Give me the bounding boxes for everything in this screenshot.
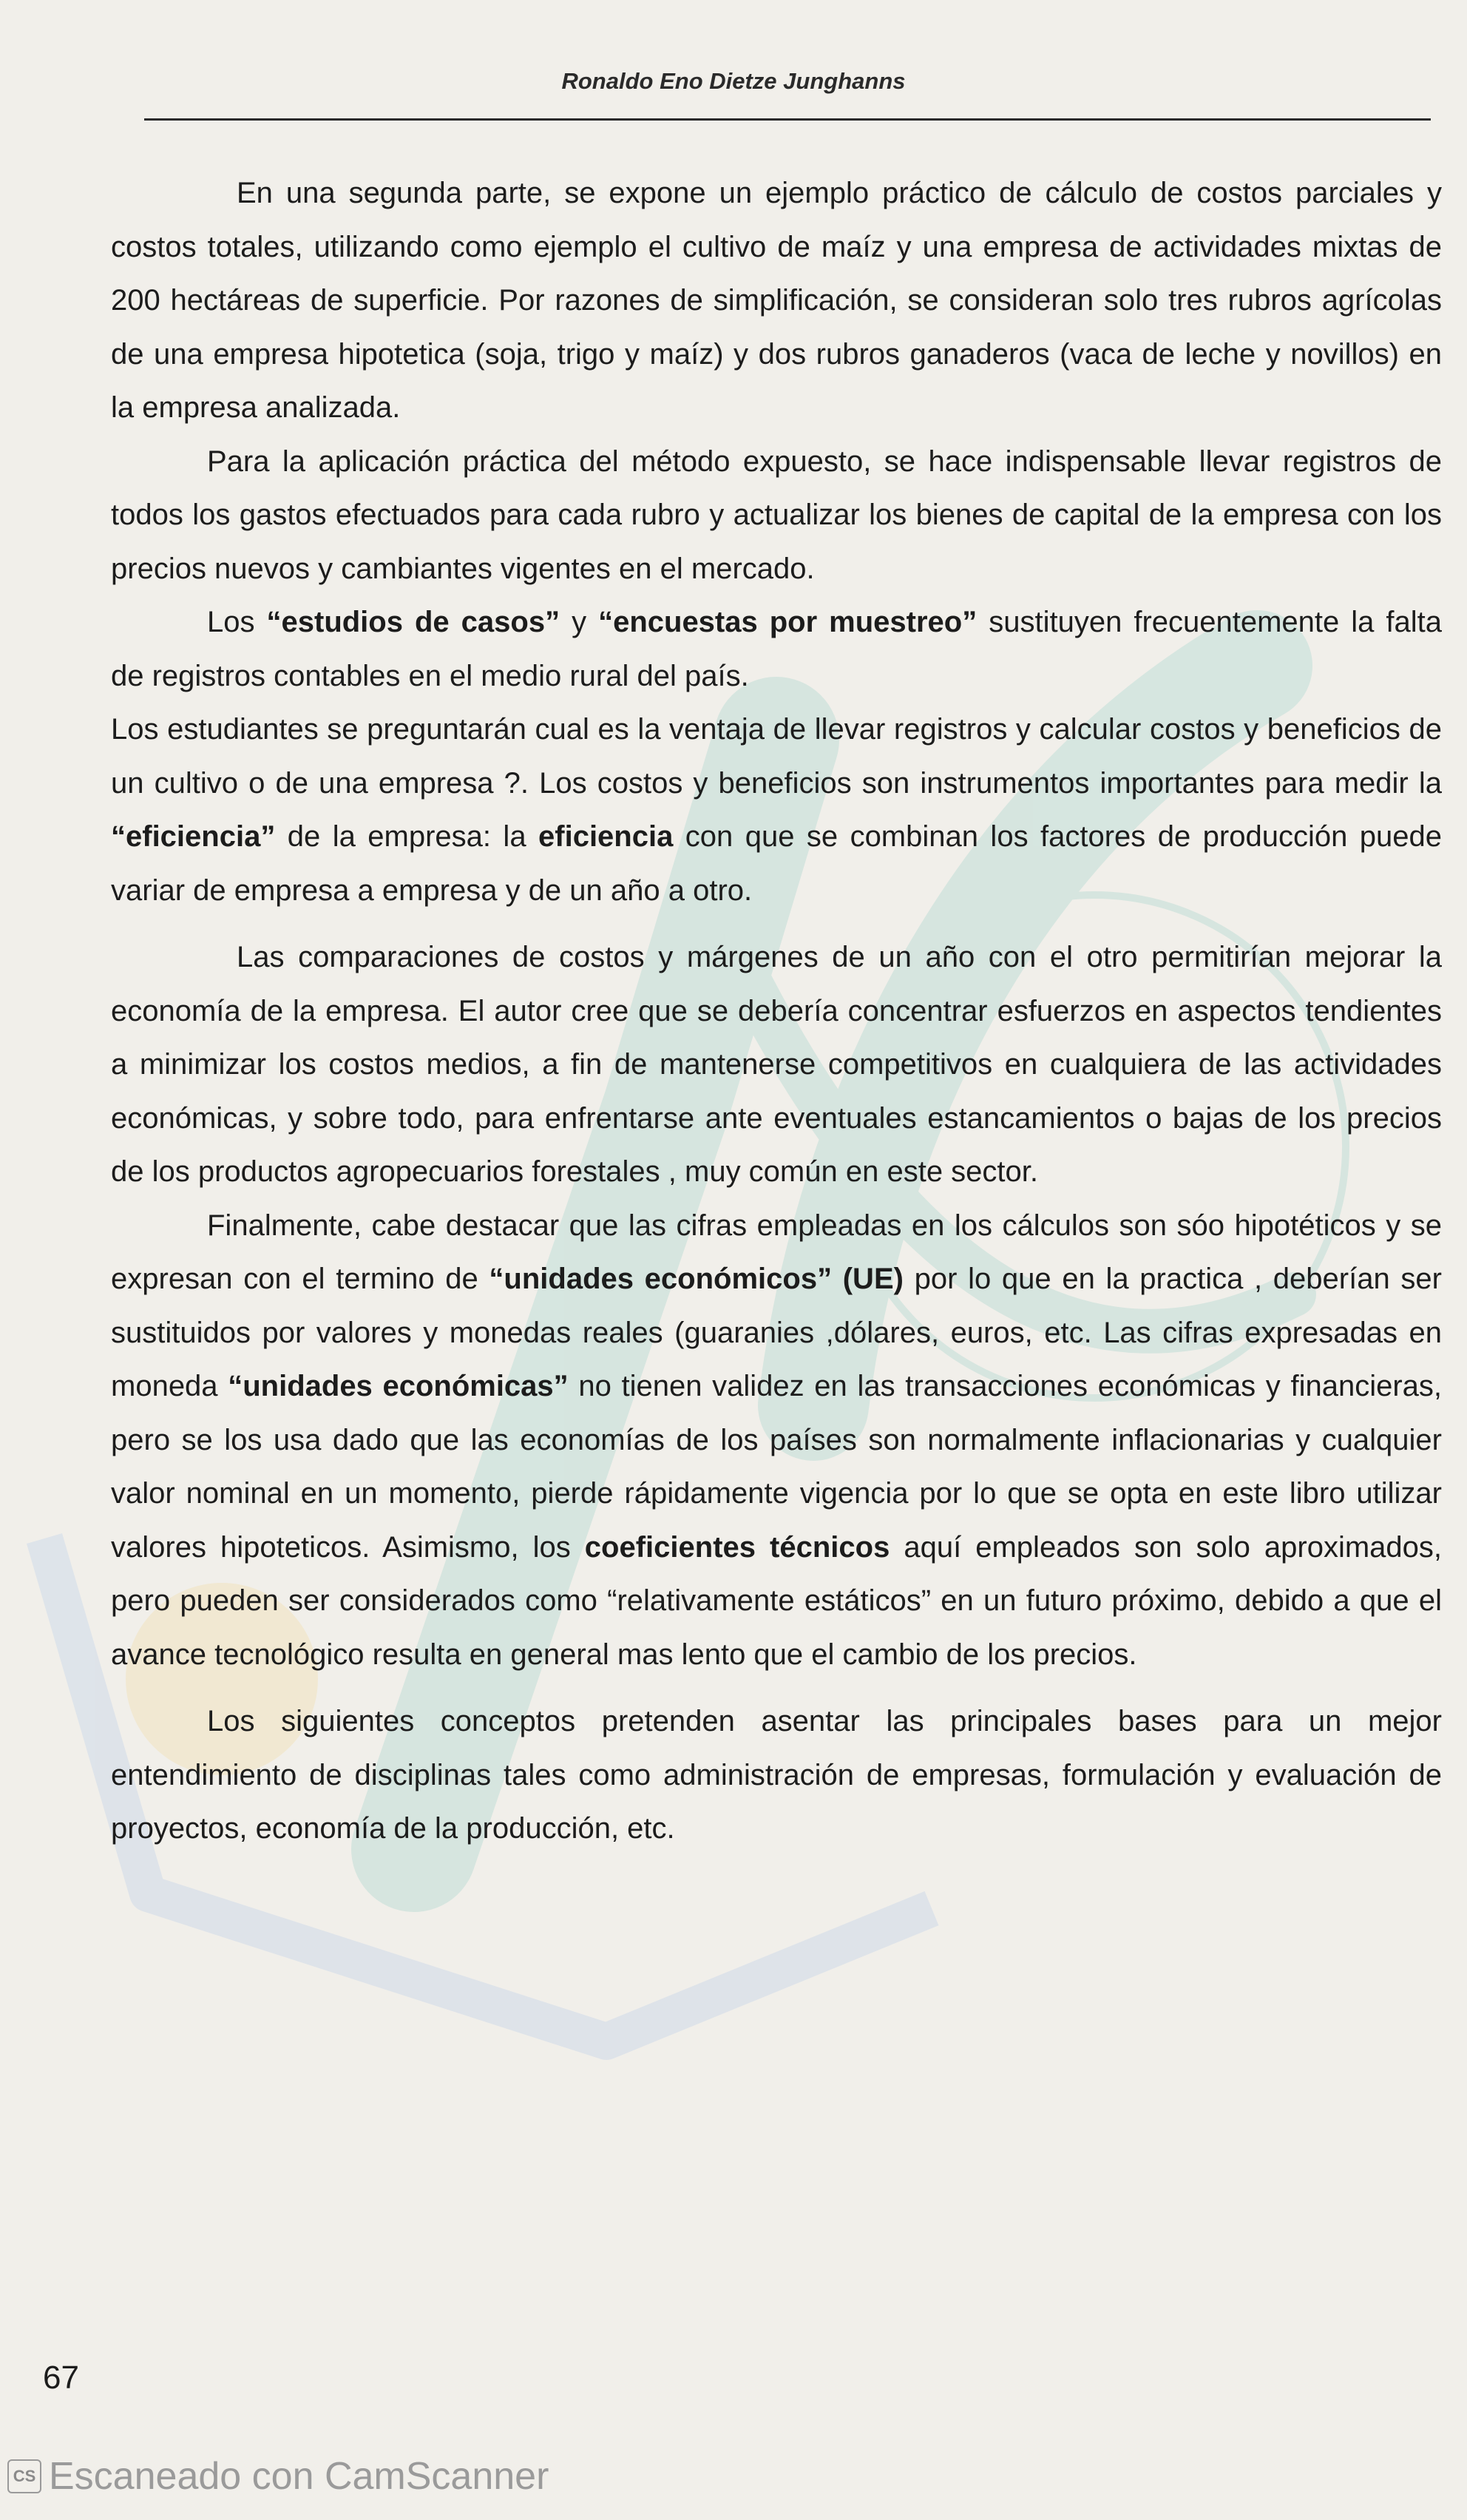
text-run: por lo que en la practica , deberían ser sustituidos por valores y monedas reales (guaranies ,dólares, euros, etc. Las cifras expresadas en moneda	[111, 1263, 1442, 1402]
text-run: Los	[207, 606, 267, 638]
bold-coeficientes-tecnicos: coeficientes técnicos	[584, 1530, 890, 1564]
text-run: y	[560, 606, 599, 638]
paragraph-conceptos: Los siguientes conceptos pretenden asentar las principales bases para un mejor entendimiento de disciplinas tales como administración de empresas, formulación y evaluación de proyectos, economía de la producción, etc.	[111, 1705, 1442, 1845]
bold-eficiencia-quoted: “eficiencia”	[111, 820, 276, 853]
running-header-author: Ronaldo Eno Dietze Junghanns	[561, 68, 906, 94]
bold-ue: (UE)	[842, 1263, 904, 1295]
bold-unidades-economicos: “unidades económicos”	[489, 1263, 833, 1295]
text-run: con que se combinan los factores de producción puede variar de empresa a empresa y de un año a otro.	[111, 820, 1443, 907]
bold-estudios-de-casos: “estudios de casos”	[266, 606, 560, 638]
header-rule	[144, 118, 1431, 121]
bold-encuestas: “encuestas por muestreo”	[598, 606, 978, 638]
text-run	[832, 1263, 843, 1295]
text-run: no tienen validez en las transacciones económicas y financieras, pero se los usa dado que las economías de los países son normalmente inflacionarias y cualquier valor nominal en un momento, pierde rápidamente vigencia por lo que se opta en este libro utilizar valores hipoteticos. Asimismo, los	[111, 1370, 1443, 1564]
text-run: aquí empleados son solo aproximados, pero pueden ser considerados como “relativamente estáticos” en un futuro próximo, debido a que el avance tecnológico resulta en general mas lento que el cambio de los precios.	[111, 1530, 1443, 1671]
paragraph-finalmente	[111, 1199, 1442, 1682]
paragraph-ventaja	[111, 703, 1442, 917]
paragraph-comparaciones: Las comparaciones de costos y márgenes de un año con el otro permitirían mejorar la economía de la empresa. El autor cree que se debería concentrar esfuerzos en aspectos tendientes a minimizar los costos medios, a fin de mantenerse competitivos en cualquiera de las actividades económicas, y sobre todo, para enfrentarse ante eventuales estancamientos o bajas de los precios de los productos agropecuarios forestales , muy común en este sector.	[111, 941, 1442, 1188]
paragraph-intro: En una segunda parte, se expone un ejemplo práctico de cálculo de costos parciales y costos totales, utilizando como ejemplo el cultivo de maíz y una empresa de actividades mixtas de 200 hectáreas de superficie. Por razones de simplificación, se consideran solo tres rubros agrícolas de una empresa hipotetica (soja, trigo y maíz) y dos rubros ganaderos (vaca de leche y novillos) en la empresa analizada.	[111, 177, 1442, 424]
page-number: 67	[43, 2359, 79, 2396]
bold-unidades-economicas: “unidades económicas”	[228, 1370, 569, 1402]
scanner-footer	[7, 2454, 549, 2499]
scanner-footer-text: Escaneado con CamScanner	[49, 2455, 549, 2498]
body-text	[111, 166, 1442, 1856]
paragraph-estudios	[111, 595, 1442, 703]
text-run: sustituyen frecuentemente la falta de registros contables en el medio rural del país.	[111, 606, 1443, 692]
camscanner-icon: CS	[7, 2459, 41, 2493]
paragraph-registros: Para la aplicación práctica del método expuesto, se hace indispensable llevar registros de todos los gastos efectuados para cada rubro y actualizar los bienes de capital de la empresa con los precios nuevos y cambiantes vigentes en el mercado.	[111, 445, 1442, 585]
text-run: Finalmente, cabe destacar que las cifras empleadas en los cálculos son sóo hipotéticos y se expresan con el termino de	[111, 1209, 1442, 1295]
text-run: de la empresa: la	[275, 820, 539, 853]
bold-eficiencia: eficiencia	[538, 820, 674, 853]
text-run: Los estudiantes se preguntarán cual es la ventaja de llevar registros y calcular costos y beneficios de un cultivo o de una empresa ?. Los costos y beneficios son instrumentos importantes para medir la	[111, 713, 1442, 800]
